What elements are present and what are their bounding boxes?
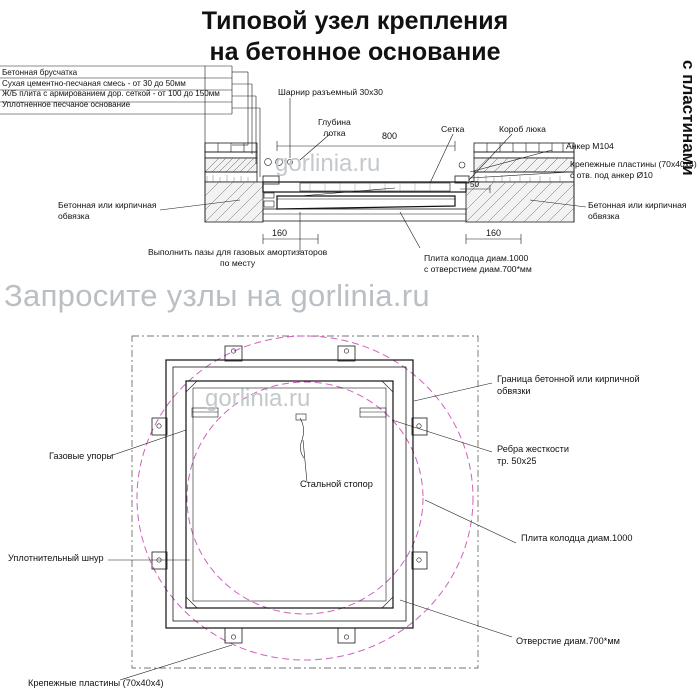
- dim-label-800: 800: [382, 131, 398, 141]
- watermark-small-top: gorlinia.ru: [275, 150, 381, 177]
- plan-leaders: [108, 383, 516, 680]
- label-hinge: Шарнир разъемный 30х30: [278, 87, 383, 97]
- label-wrap-border: Граница бетонной или кирпичной обвязки: [497, 374, 640, 396]
- label-plates-section: Крепежные пластины (70х40х4) с отв. под анкер Ø10: [570, 159, 697, 180]
- label-box: Короб люка: [499, 124, 546, 134]
- label-left-wrap: Бетонная или кирпичная обвязка: [58, 200, 157, 221]
- label-slab-section: Плита колодца диам.1000 с отверстием диам.700*мм: [424, 253, 532, 274]
- label-mesh: Сетка: [441, 124, 465, 134]
- label-ribs: Ребра жесткости тр. 50х25: [497, 444, 569, 466]
- dim-label-160-left: 160: [272, 228, 288, 238]
- dim-label-160-right: 160: [486, 228, 502, 238]
- label-gas-struts: Газовые упоры: [49, 451, 114, 461]
- label-slab-plan: Плита колодца диам.1000: [521, 533, 633, 543]
- legend-row: Сухая цементно-песчаная смесь - от 30 до 50мм: [2, 78, 186, 88]
- label-plates-plan: Крепежные пластины (70х40х4): [28, 678, 164, 688]
- hole-circle: [187, 382, 423, 614]
- watermark-small-bottom: gorlinia.ru: [205, 385, 311, 412]
- label-cord: Уплотнительный шнур: [8, 553, 104, 563]
- legend-row: Ж/Б плита с армированием дор. сеткой - от 100 до 150мм: [2, 89, 220, 99]
- legend-row: Уплотненное песчаное основание: [2, 100, 131, 110]
- steel-stopper: [296, 414, 306, 458]
- label-hole: Отверстие диам.700*мм: [516, 636, 620, 646]
- watermark-main: Запросите узлы на gorlinia.ru: [4, 278, 430, 313]
- title-line-1: Типовой узел крепления: [201, 7, 509, 35]
- title-line-2: на бетонное основание: [209, 38, 501, 67]
- legend-row: Бетонная брусчатка: [2, 68, 78, 77]
- dim-label-50: 50: [470, 180, 479, 189]
- label-depth: Глубина лотка: [318, 117, 351, 138]
- label-right-wrap: Бетонная или кирпичная обвязка: [588, 200, 687, 221]
- label-grooves: Выполнить пазы для газовых амортизаторов по месту: [148, 247, 328, 268]
- label-anchor: Анкер M104: [566, 141, 614, 151]
- label-stopper: Стальной стопор: [300, 479, 373, 489]
- side-title: с пластинами: [679, 60, 698, 176]
